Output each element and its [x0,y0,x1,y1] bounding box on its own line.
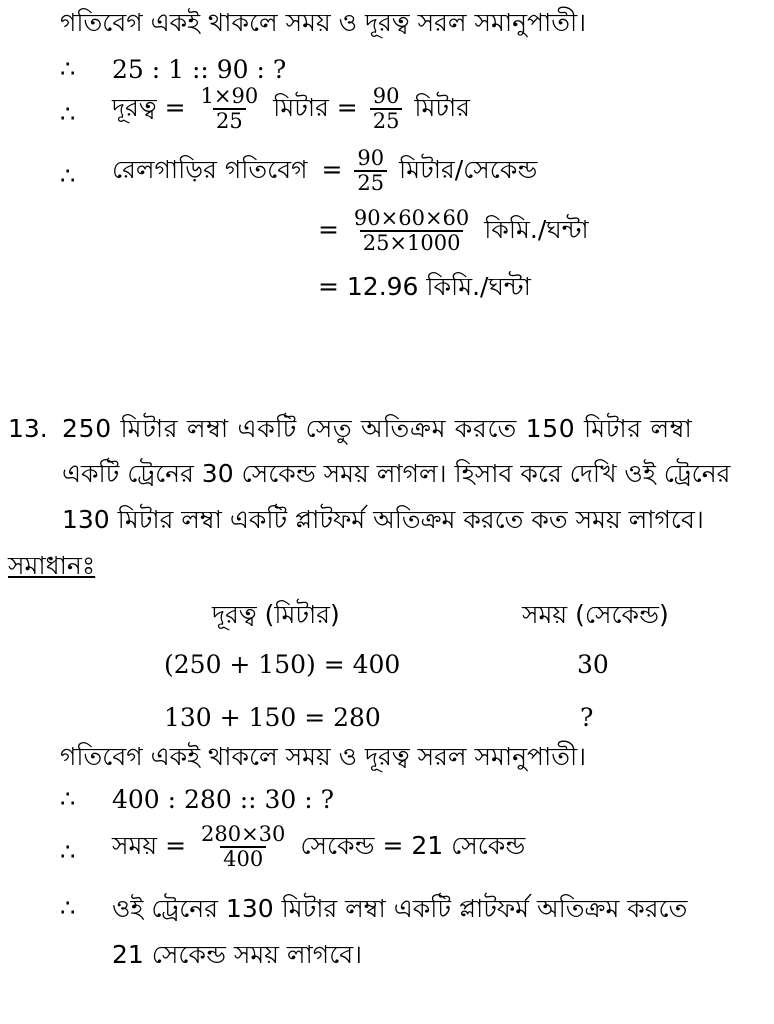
distance-label: দূরত্ব [112,93,157,122]
table-cell-distance: 130 + 150 = 280 [164,703,381,732]
fraction-numerator: 90 [372,84,400,108]
therefore-symbol: ∴ [60,55,76,83]
table-header-distance: দূরত্ব (মিটার) [212,600,340,629]
solution-heading: সমাধানঃ [8,551,96,580]
fraction [351,207,472,255]
problem-number: 13. [8,414,48,443]
ratio-line: 400 : 280 :: 30 : ? [112,785,335,814]
table-cell-time: 30 [577,650,609,679]
equals-sign: = [164,93,186,122]
therefore-symbol: ∴ [60,785,76,813]
time-result: সেকেন্ড = 21 সেকেন্ড [300,831,526,860]
unit: মিটার [414,93,471,122]
problem-text-line: 250 মিটার লম্বা একটি সেতু অতিক্রম করতে 150 মিটার লম্বা [62,414,693,443]
unit: মিটার/সেকেন্ড [399,155,538,184]
fraction [370,85,403,133]
fraction [198,823,288,871]
fraction-denominator: 400 [220,846,266,871]
proportionality-statement: গতিবেগ একই থাকলে সময় ও দূরত্ব সরল সমানুপাতী। [60,8,587,37]
unit: মিটার [273,93,329,122]
equals-sign: = [336,93,358,122]
fraction-denominator: 25 [354,170,387,195]
fraction-numerator: 90×60×60 [353,206,470,230]
fraction-denominator: 25 [370,108,403,133]
problem-text-line: একটি ট্রেনের 30 সেকেন্ড সময় লাগল। হিসাব করে দেখি ওই ট্রেনের [62,459,731,488]
time-label: সময় [112,831,158,860]
proportionality-statement: গতিবেগ একই থাকলে সময় ও দূরত্ব সরল সমানুপাতী। [60,742,587,771]
ratio-line: 25 : 1 :: 90 : ? [112,55,287,84]
therefore-symbol: ∴ [60,100,76,128]
fraction-denominator: 25×1000 [360,230,464,255]
fraction [198,85,262,133]
unit: কিমি./ঘন্টা [484,215,589,244]
fraction-denominator: 25 [213,108,246,133]
therefore-symbol: ∴ [60,838,76,866]
fraction-numerator: 1×90 [200,84,259,108]
speed-result: = 12.96 কিমি./ঘন্টা [318,272,531,301]
fraction-numerator: 280×30 [200,822,286,846]
fraction [354,147,387,195]
speed-equation [112,144,537,196]
problem-text-line: 130 মিটার লম্বা একটি প্লাটফর্ম অতিক্রম করতে কত সময় লাগবে। [62,505,704,534]
equals-sign: = [318,215,339,244]
speed-label: রেলগাড়ির গতিবেগ [112,155,308,184]
distance-equation [112,82,470,134]
therefore-symbol: ∴ [60,162,76,190]
table-header-time: সময় (সেকেন্ড) [522,600,669,629]
therefore-symbol: ∴ [60,894,76,922]
time-equation [112,820,525,872]
table-cell-time: ? [580,703,594,732]
equals-sign: = [321,155,343,184]
conclusion-line: 21 সেকেন্ড সময় লাগবে। [112,940,363,969]
speed-conversion [318,204,589,256]
table-cell-distance: (250 + 150) = 400 [164,650,401,679]
equals-sign: = [165,831,187,860]
conclusion-line: ওই ট্রেনের 130 মিটার লম্বা একটি প্লাটফর্ম অতিক্রম করতে [112,894,688,923]
fraction-numerator: 90 [357,146,385,170]
